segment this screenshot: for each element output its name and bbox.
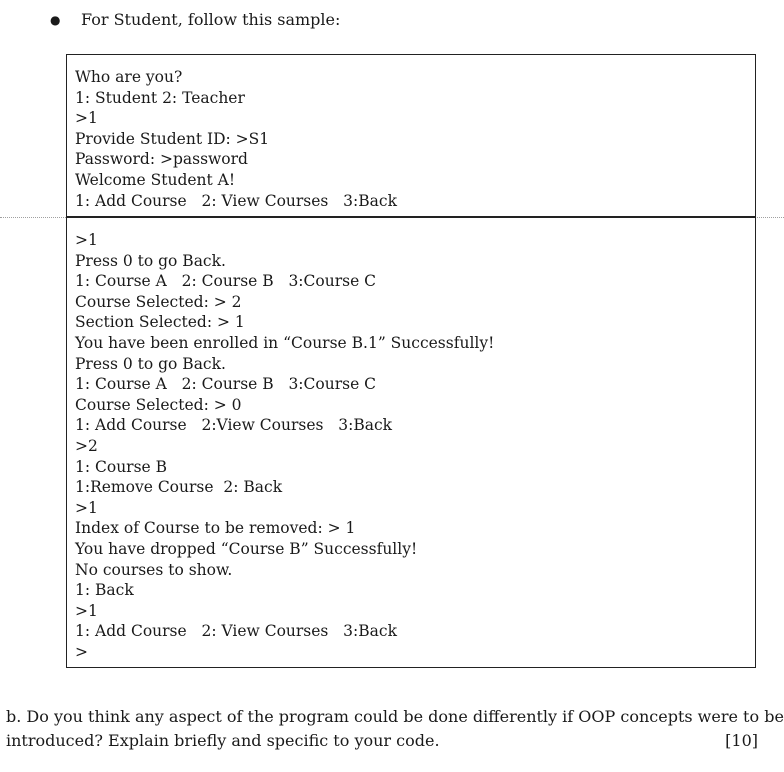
console-line: >1 — [75, 601, 98, 620]
bullet-instruction — [50, 9, 340, 31]
console-line: 1: Add Course 2: View Courses 3:Back — [75, 622, 397, 641]
console-line: >1 — [75, 498, 98, 517]
console-line: Provide Student ID: >S1 — [75, 129, 270, 148]
console-line: 1: Back — [75, 581, 134, 600]
console-line: No courses to show. — [75, 560, 233, 579]
console-line: Welcome Student A! — [75, 170, 236, 189]
console-line: Index of Course to be removed: > 1 — [75, 519, 356, 538]
console-line: > — [75, 642, 88, 661]
console-sample-box-2 — [66, 217, 756, 668]
console-line: 1: Course A 2: Course B 3:Course C — [75, 375, 377, 394]
question-marks: [10] — [725, 731, 758, 750]
console-line: >1 — [75, 231, 98, 249]
console-line: >1 — [75, 109, 98, 128]
console-line: Course Selected: > 2 — [75, 292, 242, 311]
console-line: 1: Add Course 2: View Courses 3:Back — [75, 191, 397, 210]
console-line: 1: Course B — [75, 457, 168, 476]
console-line: Password: >password — [75, 150, 248, 169]
question-text-line-2: introduced? Explain briefly and specific to your code. — [6, 731, 440, 750]
console-line: Press 0 to go Back. — [75, 251, 226, 270]
console-line: Who are you? — [75, 68, 183, 86]
question-row-2 — [6, 729, 758, 753]
console-line: Press 0 to go Back. — [75, 354, 226, 373]
bullet-symbol: ● — [50, 13, 61, 27]
console-line: Section Selected: > 1 — [75, 313, 245, 332]
console-line: >2 — [75, 436, 98, 455]
console-line: 1: Add Course 2:View Courses 3:Back — [75, 416, 393, 435]
question-text-line-1: b. Do you think any aspect of the program could be done differently if OOP concepts were to be — [6, 707, 784, 726]
console-line: 1: Student 2: Teacher — [75, 88, 245, 107]
console-sample-box-1 — [66, 54, 756, 217]
question-b — [6, 705, 784, 753]
console-line: 1: Course A 2: Course B 3:Course C — [75, 272, 377, 291]
console-line: You have been enrolled in “Course B.1” Successfully! — [75, 333, 495, 352]
console-line: You have dropped “Course B” Successfully! — [75, 539, 418, 558]
console-line: Course Selected: > 0 — [75, 395, 242, 414]
bullet-text: For Student, follow this sample: — [81, 10, 341, 29]
console-line: 1:Remove Course 2: Back — [75, 478, 283, 497]
